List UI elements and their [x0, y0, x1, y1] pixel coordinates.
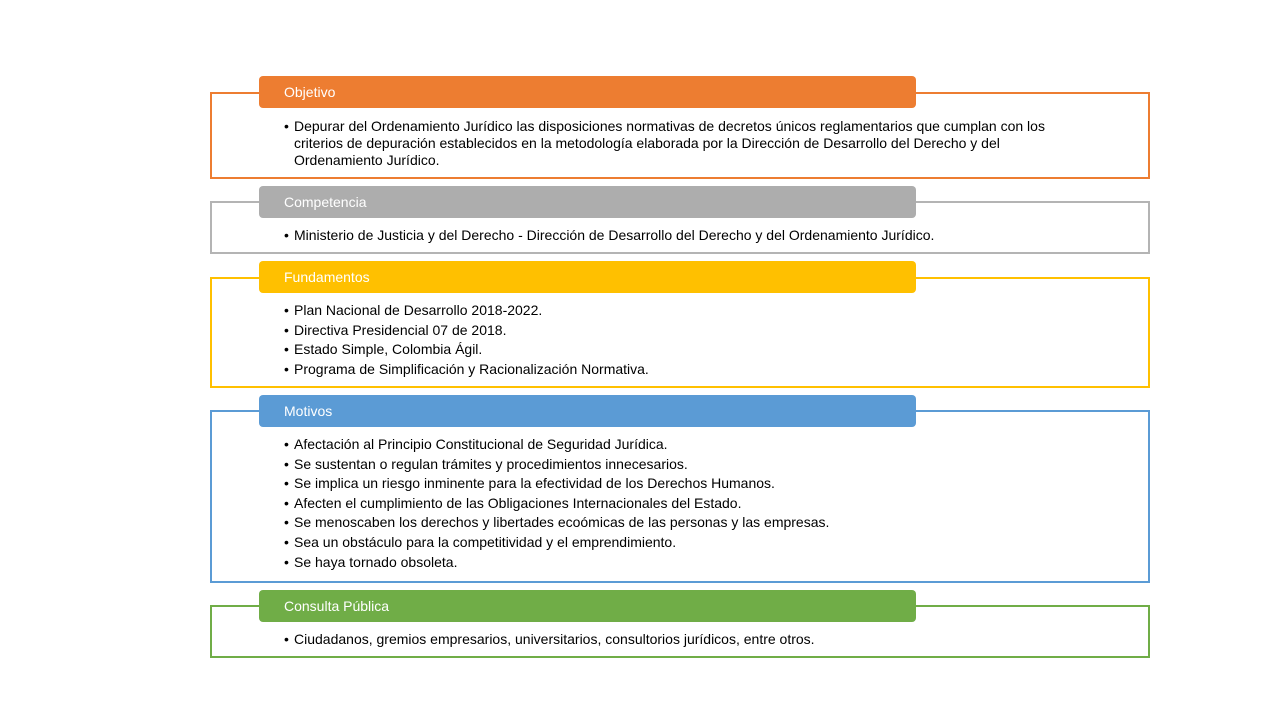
list-item: • Directiva Presidencial 07 de 2018.: [284, 322, 1064, 339]
list-item: • Plan Nacional de Desarrollo 2018-2022.: [284, 302, 1064, 319]
section-header-competencia: Competencia: [259, 186, 916, 218]
section-header-fundamentos: Fundamentos: [259, 261, 916, 293]
section-items: [284, 227, 1064, 244]
section-items: [284, 302, 1064, 380]
list-item: • Afecten el cumplimiento de las Obligaciones Internacionales del Estado.: [284, 495, 1064, 512]
list-item: • Se haya tornado obsoleta.: [284, 554, 1064, 571]
list-item: • Ciudadanos, gremios empresarios, universitarios, consultorios jurídicos, entre otros.: [284, 631, 1064, 648]
section-items: [284, 436, 1064, 573]
list-item: • Ministerio de Justicia y del Derecho - Dirección de Desarrollo del Derecho y del Ordenamiento Jurídico.: [284, 227, 1064, 244]
section-header-objetivo: Objetivo: [259, 76, 916, 108]
list-item: • Se menoscaben los derechos y libertades ecoómicas de las personas y las empresas.: [284, 514, 1064, 531]
section-header-motivos: Motivos: [259, 395, 916, 427]
list-item: • Sea un obstáculo para la competitividad y el emprendimiento.: [284, 534, 1064, 551]
list-item: • Depurar del Ordenamiento Jurídico las disposiciones normativas de decretos únicos reglamentarios que cumplan con los criterios de depuración establecidos en la metodología elaborada por la Dirección de Desarrollo del Derecho y del Ordenamiento Jurídico.: [284, 118, 1054, 169]
section-items: [284, 631, 1064, 648]
list-item: • Programa de Simplificación y Racionalización Normativa.: [284, 361, 1064, 378]
list-item: • Se sustentan o regulan trámites y procedimientos innecesarios.: [284, 456, 1064, 473]
list-item: • Estado Simple, Colombia Ágil.: [284, 341, 1064, 358]
list-item: • Afectación al Principio Constitucional de Seguridad Jurídica.: [284, 436, 1064, 453]
section-header-consulta-publica: Consulta Pública: [259, 590, 916, 622]
list-item: • Se implica un riesgo inminente para la efectividad de los Derechos Humanos.: [284, 475, 1064, 492]
section-items: [284, 118, 1054, 169]
